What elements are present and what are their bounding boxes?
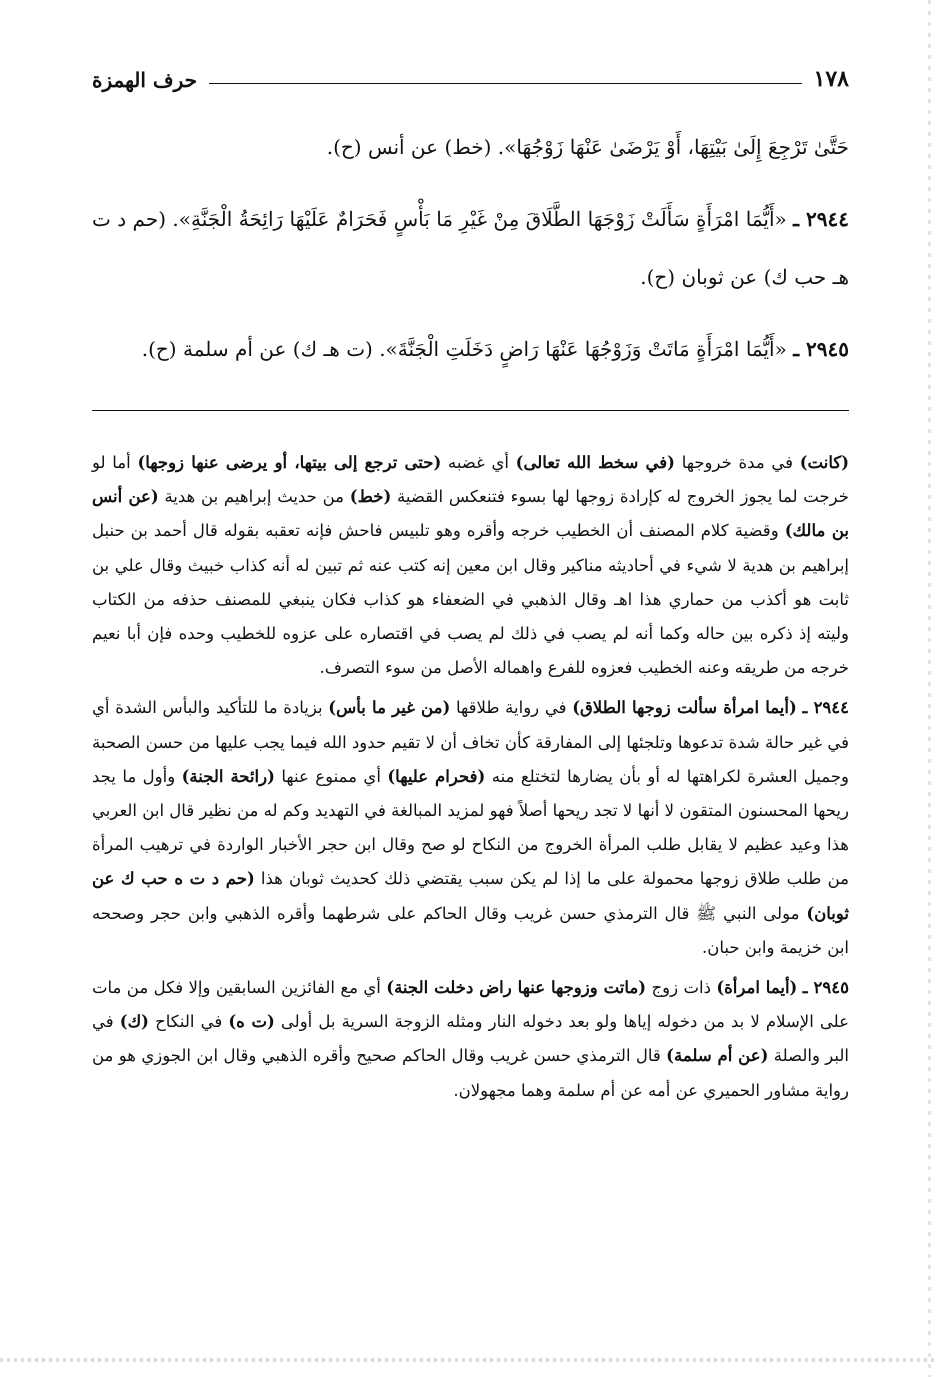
scan-artifact-bottom (0, 1358, 937, 1362)
commentary-text: أي غضبه (441, 453, 516, 472)
hadith-entry-2944 (92, 190, 849, 306)
hadith-entry-2945 (92, 320, 849, 378)
entry-text: «أَيُّمَا امْرَأَةٍ مَاتَتْ وَزَوْجُهَا عَنْهَا رَاضٍ دَخَلَتِ الْجَنَّةَ». (ت هـ ك) عن أم سلمة (ح). (141, 337, 787, 361)
entry-number: ٢٩٤٤ ـ (802, 698, 850, 718)
commentary-text: في رواية طلاقها (450, 698, 573, 718)
commentary-paragraph-1 (92, 446, 849, 685)
chapter-title: حرف الهمزة (92, 68, 198, 92)
bold-phrase: (أيما امرأة) (716, 978, 798, 998)
bold-phrase: (ماتت وزوجها عنها راض دخلت الجنة) (386, 978, 647, 998)
entry-text: «أَيُّمَا امْرَأَةٍ سَأَلَتْ زَوْجَهَا الطَّلَاقَ مِنْ غَيْرِ مَا بَأْسٍ فَحَرَامٌ عَلَيْهَا رَائِحَةُ الْجَنَّةِ». (حم د ت هـ حب ك) عن ثوبان (ح). (92, 207, 849, 289)
commentary-text: في البر والصلة (92, 1012, 850, 1066)
page-number: ١٧٨ (813, 66, 849, 92)
bold-phrase: (أيما امرأة سألت زوجها الطلاق) (572, 698, 797, 718)
header-rule (209, 83, 802, 84)
commentary (92, 446, 849, 1114)
bold-phrase: (حم د ت ه حب ك عن ثوبان) (92, 869, 849, 923)
bold-phrase: (عن أنس بن مالك) (92, 487, 849, 541)
commentary-text: وقضية كلام المصنف أن الخطيب خرجه وأقره وهو تلبيس فاحش فإنه تعقبه بقوله قال أحمد بن حنبل إبراهيم بن هدية لا شيء في أحاديثه مناكير وقال ابن معين إنه كتب عنه ثم تبين له أنه كذاب خبيث وقال علي بن ثابت هو أكذب من حماري هذا اهـ وقال الذهبي في الضعفاء هو كذاب فكان ينبغي للمصنف حذفه من الكتاب وليته إذ ذكره بين حاله وكما أنه لم يصب في ذلك لم يصب في اقتصاره على عزوه للخطيب وحده فإن أبا نعيم خرجه من طريقه وعنه الخطيب فعزوه للفرع واهماله الأصل من سوء التصرف. (92, 521, 849, 678)
bold-phrase: (ك) (119, 1012, 149, 1032)
entry-number: ٢٩٤٤ ـ (793, 207, 849, 231)
commentary-text: ذات زوج (646, 978, 717, 998)
running-header (92, 58, 849, 92)
commentary-text: أما لو خرجت لما يجوز الخروج له كإرادة زوجها لها بسوء فتنعكس القضية (92, 453, 849, 507)
scan-artifact-right (928, 0, 931, 1377)
commentary-text: بزيادة ما للتأكيد والبأس الشدة أي في غير حالة شدة تدعوها وتلجئها إلى المفارقة كأن تخاف أن لا تقيم حدود الله فيما يجب عليها من حسن الصحبة وجميل العشرة لكراهتها له أو بأن يضارها لتختلع منه (92, 698, 849, 786)
bold-phrase: (عن أم سلمة) (666, 1046, 769, 1066)
entry-number: ٢٩٤٥ ـ (802, 978, 849, 998)
hadith-text (92, 118, 849, 392)
bold-phrase: (خط) (349, 487, 392, 507)
entry-number: ٢٩٤٥ ـ (793, 337, 849, 361)
bold-phrase: (رائحة الجنة) (181, 766, 275, 786)
bold-phrase: (كانت) (799, 453, 850, 472)
commentary-text: وأول ما يجد ريحها المحسنون المتقون لا أنها لا تجد ريحها أصلاً فهو لمزيد المبالغة في التهديد وكم له من نظير قال ابن العربي هذا وعيد عظيم لا يقابل طلب المرأة الخروج من النكاح لو صح وقال ابن حجر الأخبار الواردة في ترهيب المرأة من طلب طلاق زوجها محمولة على ما إذا لم يكن سبب يقتضي ذلك كحديث ثوبان هذا (92, 766, 849, 889)
section-divider (92, 410, 849, 411)
commentary-text: في مدة خروجها (674, 453, 800, 472)
bold-phrase: (من غير ما بأس) (328, 698, 451, 718)
commentary-text: مولى النبي ﷺ قال الترمذي حسن غريب وقال الحاكم على شرطهما وأقره الذهبي وابن حجر وصححه ابن خزيمة وابن حبان. (92, 903, 849, 957)
commentary-text: أي مع الفائزين السابقين وإلا فكل من مات على الإسلام لا بد من دخوله إياها ولو بعد دخوله النار ومثله الزوجة السرية بل أولى (92, 978, 849, 1032)
commentary-text: قال الترمذي حسن غريب وقال الحاكم صحيح وأقره الذهبي وقال ابن الجوزي هو من رواية مشاور الحميري عن أمه عن أم سلمة وهما مجهولان. (92, 1046, 849, 1100)
bold-phrase: (في سخط الله تعالى) (515, 453, 675, 472)
continuation-text: حَتَّىٰ تَرْجِعَ إِلَىٰ بَيْتِهَا، أَوْ يَرْضَىٰ عَنْهَا زَوْجُهَا». (خط) عن أنس (ح). (326, 135, 849, 159)
commentary-text: من حديث إبراهيم بن هدية (158, 487, 350, 507)
commentary-text: في النكاح (148, 1012, 229, 1032)
commentary-paragraph-2945 (92, 971, 849, 1108)
commentary-paragraph-2944 (92, 691, 849, 965)
bold-phrase: (فحرام عليها) (387, 766, 486, 786)
bold-phrase: (حتى ترجع إلى بيتها، أو يرضى عنها زوجها) (137, 453, 442, 472)
bold-phrase: (ت ه) (228, 1012, 275, 1032)
commentary-text: أي ممنوع عنها (274, 766, 388, 786)
